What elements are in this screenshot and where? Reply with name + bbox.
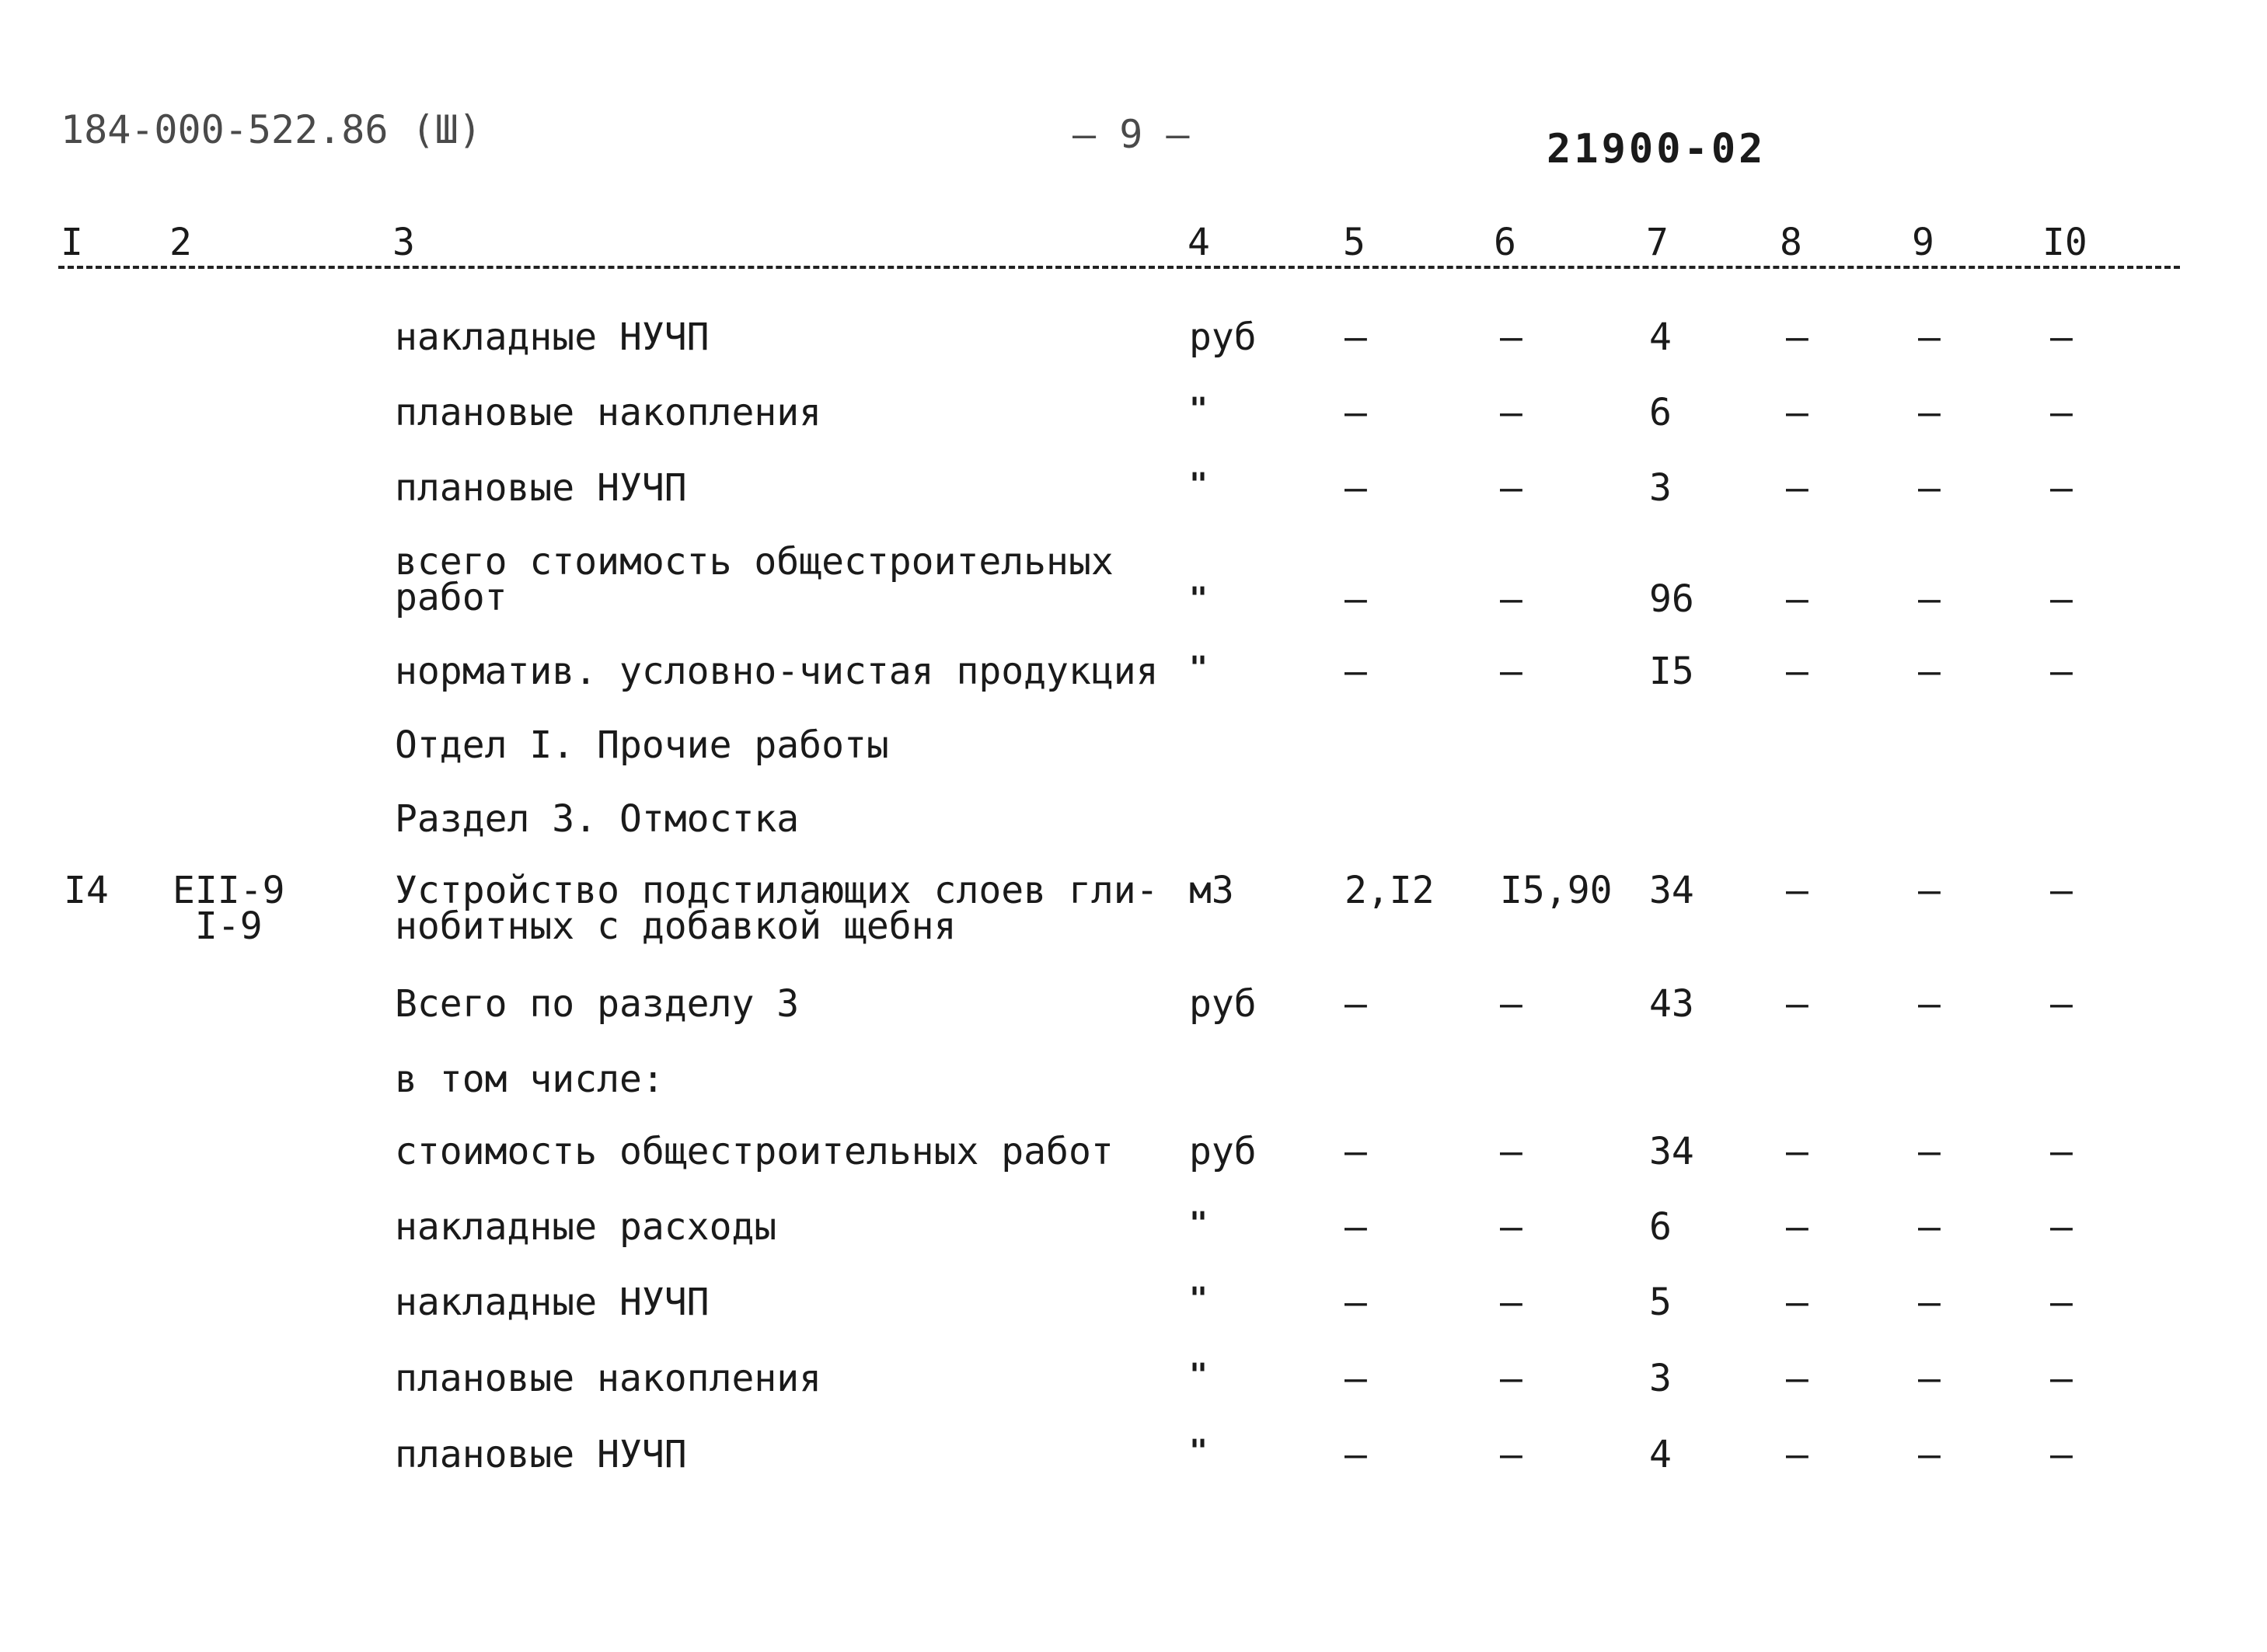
cell-col8: – bbox=[1786, 1130, 1808, 1173]
cell-col10: – bbox=[2050, 1357, 2073, 1400]
cell-col6: – bbox=[1500, 1130, 1522, 1173]
cell-unit: " bbox=[1189, 1206, 1208, 1242]
cell-description: накладные НУЧП bbox=[395, 1281, 710, 1324]
cell-col8: – bbox=[1786, 1281, 1808, 1324]
cell-col5: – bbox=[1345, 1205, 1367, 1249]
cell-col6: – bbox=[1500, 391, 1522, 434]
cell-col6: – bbox=[1500, 1205, 1522, 1249]
cell-col9: – bbox=[1918, 1357, 1941, 1400]
cell-col8: – bbox=[1786, 577, 1808, 621]
cell-col7: 5 bbox=[1649, 1281, 1672, 1324]
cell-col8: – bbox=[1786, 1433, 1808, 1476]
cell-description: норматив. условно-чистая продукция bbox=[395, 650, 1159, 693]
cell-col8: – bbox=[1786, 466, 1808, 510]
cell-col6: – bbox=[1500, 982, 1522, 1026]
cell-description: плановые НУЧП bbox=[395, 466, 687, 510]
cell-unit: " bbox=[1189, 581, 1208, 617]
cell-col7: 34 bbox=[1649, 1130, 1694, 1173]
cell-unit: " bbox=[1189, 467, 1208, 503]
cell-col7: I5 bbox=[1649, 650, 1694, 693]
cell-col6: – bbox=[1500, 650, 1522, 693]
cell-description: плановые накопления bbox=[395, 1357, 822, 1400]
cell-col7: 43 bbox=[1649, 982, 1694, 1026]
document-code: 184-000-522.86 (Ш) bbox=[61, 107, 482, 152]
cell-description: стоимость общестроительных работ bbox=[395, 1130, 1114, 1173]
cell-col9: – bbox=[1918, 1281, 1941, 1324]
cell-unit: руб bbox=[1189, 315, 1257, 359]
cell-unit: руб bbox=[1189, 1130, 1257, 1173]
cell-col6: – bbox=[1500, 1433, 1522, 1476]
cell-col9: – bbox=[1918, 869, 1941, 912]
column-header-5: 5 bbox=[1343, 221, 1365, 264]
cell-col6: – bbox=[1500, 466, 1522, 510]
cell-description: Отдел I. Прочие работы bbox=[395, 723, 889, 767]
cell-col5: 2,I2 bbox=[1345, 869, 1435, 912]
cell-col6: – bbox=[1500, 1357, 1522, 1400]
cell-col7: 3 bbox=[1649, 1357, 1672, 1400]
column-header-8: 8 bbox=[1780, 221, 1802, 264]
cell-description: всего стоимость общестроительных работ bbox=[395, 540, 1114, 619]
cell-description: Всего по разделу 3 bbox=[395, 982, 800, 1026]
cell-col10: – bbox=[2050, 650, 2073, 693]
cell-col5: – bbox=[1345, 1130, 1367, 1173]
cell-code: EII-9 I-9 bbox=[173, 869, 285, 948]
cell-description: в том числе: bbox=[395, 1058, 664, 1101]
cell-col7: 34 bbox=[1649, 869, 1694, 912]
cell-unit: " bbox=[1189, 1281, 1208, 1317]
cell-col8: – bbox=[1786, 1205, 1808, 1249]
cell-col8: – bbox=[1786, 982, 1808, 1026]
cell-col9: – bbox=[1918, 650, 1941, 693]
cell-col6: – bbox=[1500, 315, 1522, 359]
cell-description: плановые накопления bbox=[395, 391, 822, 434]
page-number: – 9 – bbox=[1072, 112, 1190, 157]
cell-unit: " bbox=[1189, 650, 1208, 686]
cell-col8: – bbox=[1786, 1357, 1808, 1400]
cell-description: Устройство подстилающих слоев гли- нобитных с добавкой щебня bbox=[395, 869, 1159, 948]
cell-col5: – bbox=[1345, 982, 1367, 1026]
cell-col5: – bbox=[1345, 391, 1367, 434]
cell-col10: – bbox=[2050, 1205, 2073, 1249]
cell-col7: 96 bbox=[1649, 577, 1694, 621]
cell-unit: " bbox=[1189, 1434, 1208, 1469]
cell-col5: – bbox=[1345, 1357, 1367, 1400]
cell-col6: – bbox=[1500, 577, 1522, 621]
cell-col9: – bbox=[1918, 466, 1941, 510]
cell-col9: – bbox=[1918, 1433, 1941, 1476]
cell-col5: – bbox=[1345, 577, 1367, 621]
cell-col7: 3 bbox=[1649, 466, 1672, 510]
cell-col8: – bbox=[1786, 650, 1808, 693]
cell-col8: – bbox=[1786, 869, 1808, 912]
cell-col9: – bbox=[1918, 1205, 1941, 1249]
cell-description: плановые НУЧП bbox=[395, 1433, 687, 1476]
column-header-4: 4 bbox=[1188, 221, 1210, 264]
cell-col7: 6 bbox=[1649, 1205, 1672, 1249]
cell-description: накладные расходы bbox=[395, 1205, 777, 1249]
cell-col7: 4 bbox=[1649, 315, 1672, 359]
column-header-1: I bbox=[61, 221, 83, 264]
cell-col6: – bbox=[1500, 1281, 1522, 1324]
document-number: 21900-02 bbox=[1547, 126, 1767, 173]
cell-col5: – bbox=[1345, 315, 1367, 359]
column-header-9: 9 bbox=[1912, 221, 1934, 264]
column-header-6: 6 bbox=[1494, 221, 1516, 264]
cell-col5: – bbox=[1345, 650, 1367, 693]
cell-col10: – bbox=[2050, 982, 2073, 1026]
cell-col5: – bbox=[1345, 466, 1367, 510]
column-header-3: 3 bbox=[392, 221, 415, 264]
cell-col10: – bbox=[2050, 1130, 2073, 1173]
cell-unit: руб bbox=[1189, 982, 1257, 1026]
cell-col10: – bbox=[2050, 391, 2073, 434]
cell-number: I4 bbox=[64, 869, 109, 912]
cell-col10: – bbox=[2050, 577, 2073, 621]
cell-col9: – bbox=[1918, 982, 1941, 1026]
cell-col9: – bbox=[1918, 315, 1941, 359]
cell-col5: – bbox=[1345, 1433, 1367, 1476]
cell-col10: – bbox=[2050, 466, 2073, 510]
cell-description: накладные НУЧП bbox=[395, 315, 710, 359]
cell-col9: – bbox=[1918, 391, 1941, 434]
column-header-10: I0 bbox=[2042, 221, 2087, 264]
cell-col7: 6 bbox=[1649, 391, 1672, 434]
header-divider bbox=[58, 266, 2180, 269]
cell-col8: – bbox=[1786, 391, 1808, 434]
column-header-7: 7 bbox=[1646, 221, 1669, 264]
cell-col10: – bbox=[2050, 869, 2073, 912]
cell-col10: – bbox=[2050, 1433, 2073, 1476]
cell-unit: " bbox=[1189, 1357, 1208, 1393]
cell-col9: – bbox=[1918, 1130, 1941, 1173]
cell-col10: – bbox=[2050, 1281, 2073, 1324]
cell-col6: I5,90 bbox=[1500, 869, 1613, 912]
cell-unit: " bbox=[1189, 392, 1208, 427]
cell-unit: м3 bbox=[1189, 869, 1234, 912]
cell-col8: – bbox=[1786, 315, 1808, 359]
cell-description: Раздел 3. Отмостка bbox=[395, 797, 800, 841]
column-header-2: 2 bbox=[169, 221, 192, 264]
cell-col5: – bbox=[1345, 1281, 1367, 1324]
cell-col7: 4 bbox=[1649, 1433, 1672, 1476]
cell-col9: – bbox=[1918, 577, 1941, 621]
cell-col10: – bbox=[2050, 315, 2073, 359]
